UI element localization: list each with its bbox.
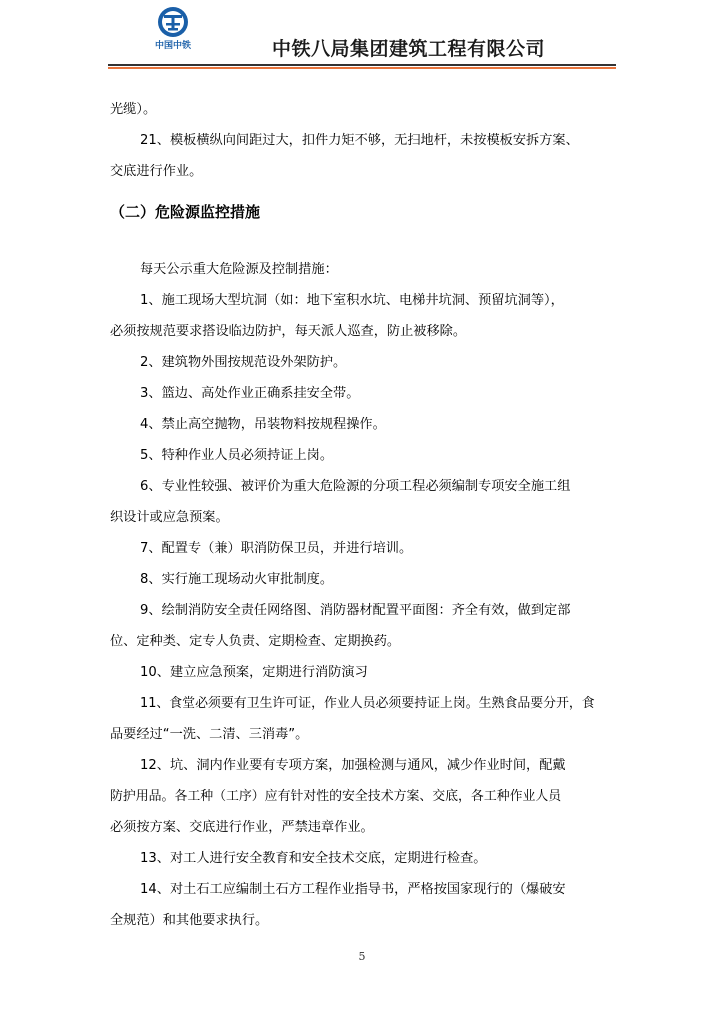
document-body — [110, 94, 622, 936]
list-item-3: 3、篮边、高处作业正确系挂安全带。 — [140, 386, 360, 401]
page-header — [0, 0, 724, 72]
list-item-6: 6、专业性较强、被评价为重大危险源的分项工程必须编制专项安全施工组 — [140, 479, 571, 494]
list-item-6-cont: 织设计或应急预案。 — [110, 510, 229, 525]
list-item-14-cont: 全规范）和其他要求执行。 — [110, 913, 269, 928]
section-title: （二）危险源监控措施 — [110, 203, 261, 221]
logo-text: 中国中铁 — [154, 41, 191, 51]
list-item-2: 2、建筑物外围按规范设外架防护。 — [140, 355, 347, 370]
spacer — [110, 227, 622, 254]
body-line: 光缆）。 — [110, 102, 157, 117]
list-item-10: 10、建立应急预案，定期进行消防演习 — [140, 665, 368, 680]
list-item-8: 8、实行施工现场动火审批制度。 — [140, 572, 334, 587]
list-item-5: 5、特种作业人员必须持证上岗。 — [140, 448, 334, 463]
crec-emblem-icon — [147, 5, 199, 41]
list-item-4: 4、禁止高空抛物，吊装物料按规程操作。 — [140, 417, 386, 432]
list-item-9-cont: 位、定种类、定专人负责、定期检查、定期换药。 — [110, 634, 401, 649]
company-name: 中铁八局集团建筑工程有限公司 — [272, 38, 546, 60]
list-item-12-cont2: 必须按方案、交底进行作业，严禁违章作业。 — [110, 820, 374, 835]
body-line: 21、模板横纵向间距过大，扣件力矩不够，无扫地杆，未按模板安拆方案、 — [140, 133, 579, 148]
list-item-9: 9、绘制消防安全责任网络图、消防器材配置平面图：齐全有效，做到定部 — [140, 603, 571, 618]
body-line: 每天公示重大危险源及控制措施： — [140, 262, 338, 277]
list-item-1: 1、施工现场大型坑洞（如：地下室积水坑、电梯井坑洞、预留坑洞等）， — [140, 293, 564, 308]
list-item-11-cont: 品要经过“一洗、二清、三消毒”。 — [110, 727, 309, 742]
page-number: 5 — [358, 950, 366, 963]
header-rule-dark — [108, 64, 616, 66]
list-item-13: 13、对工人进行安全教育和安全技术交底，定期进行检查。 — [140, 851, 487, 866]
header-rule-accent — [108, 67, 616, 69]
list-item-7: 7、配置专（兼）职消防保卫员，并进行培训。 — [140, 541, 413, 556]
list-item-12: 12、坑、洞内作业要有专项方案，加强检测与通风，减少作业时间，配戴 — [140, 758, 566, 773]
list-item-14: 14、对土石工应编制土石方工程作业指导书，严格按国家现行的（爆破安 — [140, 882, 566, 897]
body-line: 交底进行作业。 — [110, 164, 203, 179]
list-item-12-cont: 防护用品。各工种（工序）应有针对性的安全技术方案、交底，各工种作业人员 — [110, 789, 562, 804]
list-item-1-cont: 必须按规范要求搭设临边防护，每天派人巡查，防止被移除。 — [110, 324, 467, 339]
list-item-11: 11、食堂必须要有卫生许可证，作业人员必须要持证上岗。生熟食品要分开，食 — [140, 696, 595, 711]
